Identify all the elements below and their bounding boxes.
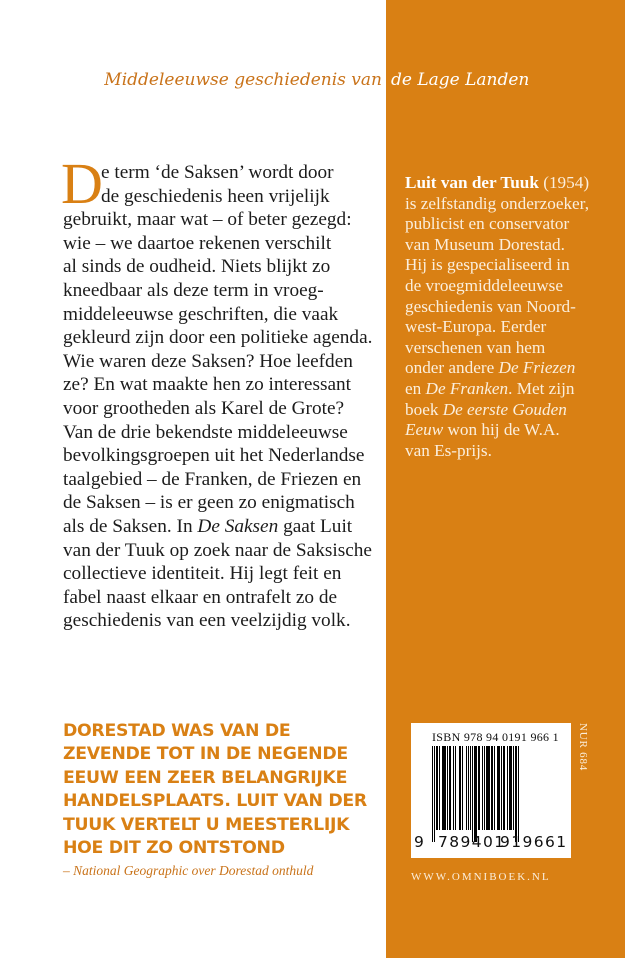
- blurb-line: ze? En wat maakte hen zo interessant: [63, 374, 352, 396]
- bio-line: [405, 400, 615, 421]
- bio-line: de vroegmiddeleeuwse: [405, 275, 563, 295]
- ean-right-group: 919661: [500, 833, 568, 851]
- bio-text: onder andere: [405, 358, 499, 378]
- quote-line: EEUW EEN ZEER BELANGRIJKE: [63, 767, 348, 788]
- blurb-text: gaat Luit: [278, 515, 353, 537]
- isbn-label: ISBN 978 94 0191 966 1: [432, 730, 559, 744]
- nur-code: NUR 684: [577, 723, 589, 772]
- barcode-bar: [503, 746, 505, 830]
- blurb-line: collectieve identiteit. Hij legt feit en: [63, 563, 342, 585]
- blurb-line: middeleeuwse geschriften, die vaak: [63, 303, 339, 325]
- barcode-bar: [484, 746, 485, 830]
- blurb-line: voor grootheden als Karel de Grote?: [63, 397, 345, 419]
- barcode-bar: [459, 746, 461, 830]
- author-name: Luit van der Tuuk: [405, 173, 539, 192]
- quote-attribution: [63, 863, 313, 879]
- bio-text: boek: [405, 399, 443, 419]
- quote-line: ZEVENDE TOT IN DE NEGENDE: [63, 744, 348, 765]
- attribution-dash: –: [63, 863, 74, 878]
- book-title-italic: De Saksen: [197, 515, 279, 537]
- bio-line: [405, 358, 615, 379]
- drop-cap: D: [61, 151, 103, 216]
- blurb-line: al sinds de oudheid. Niets blijkt zo: [63, 256, 331, 278]
- blurb-line: Wie waren deze Saksen? Hoe leefden: [63, 350, 353, 372]
- bio-line: west-Europa. Eerder: [405, 317, 547, 337]
- barcode-bars: [432, 746, 556, 836]
- barcode-bar: [515, 746, 517, 842]
- ean-first-digit: 9: [414, 833, 424, 851]
- bio-line: van Es-prijs.: [405, 440, 492, 460]
- blurb-line: wie – we daartoe rekenen verschilt: [63, 232, 332, 254]
- barcode-bar: [453, 746, 454, 830]
- tagline-right: de Lage Landen: [391, 70, 530, 90]
- quote-line: HOE DIT ZO ONTSTOND: [63, 838, 285, 859]
- tagline-left: Middeleeuwse geschiedenis van: [104, 70, 382, 90]
- barcode-bar: [491, 746, 493, 830]
- quote-line: DORESTAD WAS VAN DE: [63, 721, 291, 741]
- bio-line: publicist en conservator: [405, 214, 570, 234]
- barcode-bar: [462, 746, 463, 830]
- barcode-bar: [442, 746, 445, 830]
- barcode-bar: [468, 746, 469, 830]
- blurb-text: als de Saksen. In: [63, 515, 198, 537]
- book-title-italic: Eeuw: [405, 420, 444, 440]
- bio-line: van Museum Dorestad.: [405, 234, 565, 254]
- barcode-bar: [434, 746, 435, 842]
- blurb-line: bevolkingsgroepen uit het Nederlandse: [63, 445, 365, 467]
- barcode-bar: [507, 746, 508, 830]
- barcode-bar: [455, 746, 456, 830]
- attribution-publication: National Geographic: [73, 863, 189, 878]
- bio-line: verschenen van hem: [405, 337, 546, 357]
- blurb-line: kneedbaar als deze term in vroeg-: [63, 279, 324, 301]
- blurb-line: van der Tuuk op zoek naar de Saksische: [63, 539, 372, 561]
- blurb-line: e term ‘de Saksen’ wordt door: [101, 162, 334, 183]
- barcode-bar: [474, 746, 477, 842]
- attribution-text: over: [188, 863, 219, 878]
- blurb-line: gebruikt, maar wat – of beter gezegd:: [63, 209, 352, 231]
- blurb-line: [63, 515, 383, 539]
- quote-line: HANDELSPLAATS. LUIT VAN DER: [63, 791, 367, 812]
- barcode-bar: [449, 746, 451, 830]
- blurb-line: taalgebied – de Franken, de Friezen en: [63, 468, 362, 490]
- blurb-line: geschiedenis van een veelzijdig volk.: [63, 610, 351, 632]
- author-bio: [405, 173, 615, 461]
- bio-text: en: [405, 378, 426, 398]
- blurb-line: fabel naast elkaar en ontrafelt zo de: [63, 586, 338, 608]
- series-tagline: [0, 70, 625, 100]
- publisher-website: WWW.OMNIBOEK.NL: [411, 871, 551, 883]
- bio-line: [405, 420, 615, 441]
- ean-left-group: 789401: [438, 833, 506, 851]
- barcode-bar: [447, 746, 448, 830]
- book-title-italic: De eerste Gouden: [442, 399, 567, 419]
- barcode-bar: [439, 746, 440, 830]
- barcode-bar: [497, 746, 500, 830]
- review-quote: [63, 720, 393, 860]
- book-description: [61, 151, 383, 633]
- barcode-bar: [486, 746, 489, 830]
- barcode-bar: [472, 746, 473, 842]
- bio-text: won hij de W.A.: [443, 420, 560, 440]
- barcode-bar: [432, 746, 433, 842]
- bio-text: . Met zijn: [508, 378, 575, 398]
- barcode-bar: [436, 746, 438, 830]
- author-birth-year: (1954): [538, 173, 590, 192]
- barcode-bar: [518, 746, 519, 842]
- barcode-bar: [501, 746, 502, 830]
- isbn-barcode: [411, 723, 571, 858]
- book-title-italic: De Friezen: [498, 358, 576, 378]
- barcode-bar: [470, 746, 471, 830]
- bio-line: geschiedenis van Noord-: [405, 296, 576, 316]
- blurb-line: de Saksen – is er geen zo enigmatisch: [63, 492, 355, 514]
- blurb-line: de geschiedenis heen vrijelijk: [101, 185, 330, 207]
- barcode-bar: [509, 746, 511, 830]
- barcode-bar: [494, 746, 495, 830]
- barcode-bar: [513, 746, 514, 830]
- barcode-bar: [478, 746, 480, 830]
- attribution-book: Dorestad onthuld: [219, 863, 314, 878]
- bio-line: [405, 379, 615, 400]
- barcode-bar: [482, 746, 483, 830]
- blurb-line: gekleurd zijn door een politieke agenda.: [63, 327, 373, 349]
- bio-line: [405, 173, 615, 194]
- bio-line: is zelfstandig onderzoeker,: [405, 193, 590, 213]
- blurb-line: Van de drie bekendste middeleeuwse: [63, 421, 348, 443]
- book-title-italic: De Franken: [425, 378, 509, 398]
- barcode-bar: [466, 746, 467, 830]
- bio-line: Hij is gespecialiseerd in: [405, 255, 570, 275]
- quote-line: TUUK VERTELT U MEESTERLIJK: [63, 814, 350, 835]
